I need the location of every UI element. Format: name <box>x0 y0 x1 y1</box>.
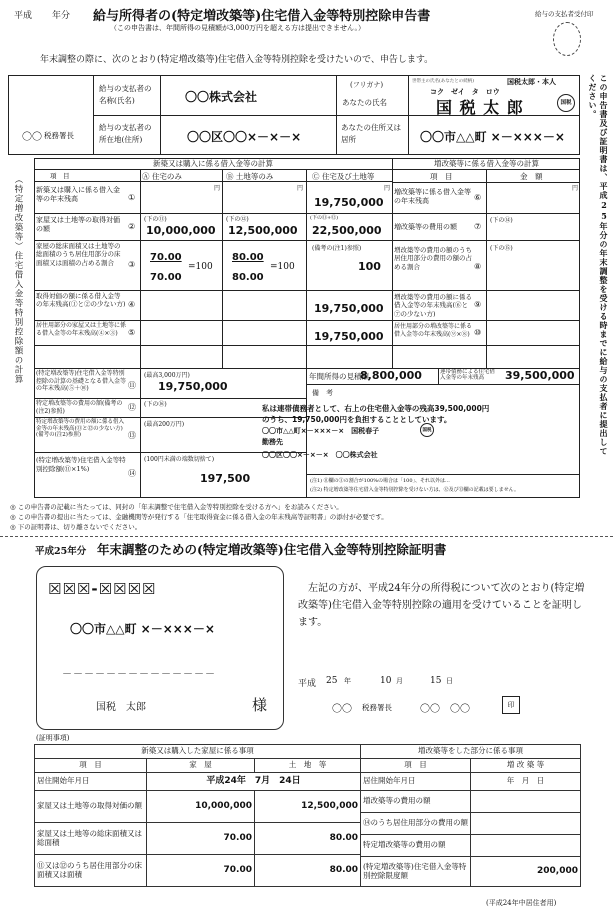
h5 <box>34 345 580 346</box>
total-no: ⑪ <box>128 381 136 390</box>
row3-b-top: 80.00 <box>232 252 264 263</box>
row1-c: 19,750,000 <box>314 196 384 209</box>
row4-no: ④ <box>128 300 136 309</box>
cert-date-m-unit: 月 <box>396 677 403 685</box>
applicant-name: 国 税 太 郎 <box>436 98 524 117</box>
cert-price-house: 10,000,000 <box>147 791 255 823</box>
row5-label: 居住用部分の家屋又は土地等に係る借入金等の年末残高(④×③) <box>36 322 127 337</box>
form-title: 給与所得者の(特定増改築等)住宅借入金等特別控除申告書 <box>93 9 431 24</box>
row4-c: 19,750,000 <box>314 302 384 315</box>
row2-c-note: (下の⑪+⑫) <box>310 215 339 221</box>
cert-matters: (証明事項) <box>36 734 70 742</box>
calc-head-left: 新築又は購入に係る借入金等の計算 <box>34 158 392 170</box>
row3-c: 100 <box>358 260 381 273</box>
total-label: (特定増改築等)住宅借入金等特別控除の計算の基礎となる借入金等の年末残高(⑤＋⑩) <box>36 370 127 392</box>
cert-col-r-val: 増 改 築 等 <box>471 759 581 773</box>
r10-no: ⑩ <box>474 328 482 337</box>
row2-b: 12,500,000 <box>228 224 298 237</box>
employer-addr: 〇〇区〇〇×－×－× <box>187 130 302 144</box>
side-label: （特定増改築等）住宅借入金等特別控除額の計算 <box>13 175 23 384</box>
applicant-label: あなたの氏名 <box>342 98 387 107</box>
cert-title: 年末調整のための(特定増改築等)住宅借入金等特別控除証明書 <box>97 542 447 557</box>
cert-r-limit: (特定増改築等)住宅借入金等特別控除限度額 <box>361 857 471 887</box>
cert-date-d: 15 <box>430 676 442 686</box>
tax-office-cell <box>8 75 94 155</box>
cert-date-era: 平成 <box>298 679 317 689</box>
cert-r-start-v: 年 月 日 <box>471 773 581 791</box>
cert-r-limit-v: 200,000 <box>471 857 581 887</box>
cert-row-start: 居住開始年月日 <box>35 773 147 791</box>
remarks-1: 私は連帯債務者として、右上の住宅借入金等の残高39,500,000円 <box>262 404 490 413</box>
unit-yen-b: 円 <box>297 185 304 192</box>
tax-office: 〇〇 <box>22 132 42 143</box>
v-lower-a <box>140 368 141 498</box>
remarks-label: 備 考 <box>312 389 333 397</box>
h4 <box>34 320 580 321</box>
year-unit: 年分 <box>52 11 71 21</box>
row2-b-note: (下の⑫) <box>226 216 249 223</box>
v-c <box>306 170 307 368</box>
spec-note: (下の⑯) <box>144 401 167 408</box>
row3-label: 家屋の総床面積又は土地等の総面積のうち居住用部分の床面積又は面積の占める割合 <box>36 242 121 267</box>
col-r-amount: 金 額 <box>520 172 543 181</box>
cert-row-area: 家屋又は土地等の総床面積又は総面積 <box>35 823 147 855</box>
total-value: 19,750,000 <box>158 380 228 393</box>
cert-price-land: 12,500,000 <box>255 791 361 823</box>
era-label: 平成 <box>14 11 33 21</box>
h2 <box>34 240 580 241</box>
cert-table-left <box>34 744 361 887</box>
cert-col-r-item: 項 目 <box>361 759 471 773</box>
r7-label: 増改築等の費用の額 <box>394 223 457 231</box>
cert-r-spec: 特定増改築等の費用の額 <box>361 835 471 857</box>
calc-head-right: 増改築等に係る借入金等の計算 <box>392 158 580 170</box>
h7 <box>34 398 306 399</box>
h6 <box>34 368 580 369</box>
r7-no: ⑦ <box>474 222 482 231</box>
r7-note: (下の⑭) <box>490 217 513 224</box>
employer-addr-label: 給与の支払者の所在地(住所) <box>99 123 152 144</box>
row1-label: 新築又は購入に係る借入金等の年末残高 <box>36 186 120 204</box>
side-note: この申告書及び証明書は、平成25年分の年末調整を受ける時までに給与の支払者に提出してください。 <box>588 74 609 456</box>
r6-no: ⑥ <box>474 193 482 202</box>
row3-a-eq: =100 <box>188 262 213 272</box>
balance-label: 連帯債務による住宅借入金等の年末残高 <box>440 369 496 382</box>
unit-yen-c: 円 <box>384 185 391 192</box>
spec-label: 特定増改築等の費用の額(備考の(注2)参照) <box>36 400 123 415</box>
row3-b-eq: =100 <box>270 262 295 272</box>
cert-table-right <box>360 744 581 887</box>
cert-col-item: 項 目 <box>35 759 147 773</box>
receipt-stamp <box>553 22 581 56</box>
cert-date-y-unit: 年 <box>344 677 351 685</box>
v-b <box>222 170 223 368</box>
relation: 国税太郎・本人 <box>507 78 556 86</box>
remarks-3: 〇〇市△△町×－×××－× 国税春子 <box>262 427 380 435</box>
r8-label: 増改築等の費用の額のうち居住用部分の費用の額の占める割合 <box>394 246 472 271</box>
row2-no: ② <box>128 222 136 231</box>
applicant-seal: 国税 <box>557 94 575 112</box>
remarks-5: 〇〇区〇〇×－×－× 〇〇株式会社 <box>262 451 378 459</box>
col-land: Ⓑ 土地等のみ <box>226 172 274 181</box>
col-item: 項 目 <box>50 172 70 180</box>
unit-yen-a: 円 <box>214 185 221 192</box>
row3-c-note: (備考の(注1)参照) <box>312 245 362 252</box>
employer-name: 〇〇株式会社 <box>185 90 258 104</box>
cert-office-suffix: 税務署長 <box>362 703 392 712</box>
cert-head-right: 増改築等をした部分に係る事項 <box>361 745 581 759</box>
form-note: （この申告書は、年間所得の見積額が3,000万円を超える方は提出できません。） <box>110 24 365 32</box>
furigana: コク ゼイ タ ロウ <box>430 88 500 96</box>
total-note: (最高3,000万円) <box>144 372 190 379</box>
h-income <box>306 384 580 385</box>
cert-dashes: －－－－－－－－－－－－－－ <box>62 669 216 680</box>
v-e <box>486 170 487 368</box>
cert-addr: 〇〇市△△町 ×－×××－× <box>70 622 215 636</box>
footnote-2: ◎ この申告書の提出に当たっては、金融機関等が発行する「住宅取得資金に係る借入金の年末残高等証明書」の添付が必要です。 <box>10 513 388 521</box>
credit-no: ⑭ <box>128 469 136 478</box>
cert-col-house: 家 屋 <box>147 759 255 773</box>
row2-label: 家屋又は土地等の取得対価の額 <box>36 216 120 234</box>
spec2-note: (最高200万円) <box>144 421 185 428</box>
remarks-seal: 国税 <box>420 423 434 437</box>
cert-date-m: 10 <box>380 676 392 686</box>
cert-res-land: 80.00 <box>255 855 361 887</box>
v-balance <box>438 368 439 384</box>
row3-no: ③ <box>128 260 136 269</box>
row3-b-bottom: 80.00 <box>232 272 264 283</box>
credit-note: (100円未満の端数切捨て) <box>144 456 215 463</box>
cert-area-house: 70.00 <box>147 823 255 855</box>
unit-yen-r: 円 <box>572 185 579 192</box>
cert-chief: 〇〇 〇〇 <box>420 704 470 715</box>
receipt-label: 給与の支払者受付印 <box>535 10 594 18</box>
furigana-label: (フリガナ) <box>350 81 384 89</box>
r8-no: ⑧ <box>474 262 482 271</box>
h3 <box>34 290 580 291</box>
cert-office: 〇〇 <box>332 704 352 715</box>
cert-sama: 様 <box>252 696 268 714</box>
col-both: Ⓒ 住宅及び土地等 <box>312 172 375 181</box>
credit-value: 197,500 <box>200 472 251 485</box>
row3-a-top: 70.00 <box>150 252 182 263</box>
fine-1: (注1) ⑪欄の③の割合が100%の場合は「100」、それ以外は... <box>310 478 450 484</box>
remarks-4: 勤務先 <box>262 438 283 446</box>
h-fine <box>306 474 580 475</box>
address-label: あなたの住所又は居所 <box>341 123 401 144</box>
cert-text: 左記の方が、平成24年分の所得税について次のとおり(特定増改築等)住宅借入金等特別控除の適用を受けていることを証明します。 <box>298 583 585 628</box>
v-a <box>140 170 141 368</box>
row1-no: ① <box>128 193 136 202</box>
fine-2: (注2) 特定増改築等住宅借入金等特別控除を受けない方は、⑫及び⑬欄の記載は要しません。 <box>310 487 519 493</box>
cert-row-res: ⑪又は⑫のうち居住用部分の床面積又は面積 <box>35 855 147 887</box>
cert-name: 国税 太郎 <box>96 702 146 713</box>
cert-res-house: 70.00 <box>147 855 255 887</box>
cut-line <box>0 536 613 537</box>
footnote-3: ◎ 下の証明書は、切り離さないでください。 <box>10 523 142 531</box>
income-label: 年間所得の見積額 <box>309 372 369 381</box>
spec2-no: ⑬ <box>128 431 136 440</box>
intro-text: 年末調整の際に、次のとおり(特定増改築等)住宅借入金等特別控除を受けたいので、申告します。 <box>40 55 434 65</box>
divider-1 <box>160 75 161 155</box>
cert-r-res: ⑭のうち居住用部分の費用の額 <box>361 813 471 835</box>
col-r-item: 項 目 <box>430 172 453 181</box>
divider-3 <box>408 75 409 155</box>
v-d <box>392 158 393 368</box>
income-value: 8,800,000 <box>360 369 422 382</box>
spec2-label: 特定増改築等の費用の額に係る借入金等の年末残高(⑪と⑫の少ない方)(備考の(注2)参照) <box>36 419 125 439</box>
cert-date-d-unit: 日 <box>446 677 453 685</box>
r10-label: 居住用部分の増改築等に係る借入金等の年末残高(⑨×⑧) <box>394 323 473 338</box>
spec-no: ⑫ <box>128 403 136 412</box>
cert-footer: (平成24年中居住者用) <box>486 899 557 907</box>
cert-stamp: 印 <box>502 696 520 714</box>
tax-office-suffix: 税務署長 <box>44 131 74 140</box>
row5-c: 19,750,000 <box>314 330 384 343</box>
credit-label: (特定増改築等)住宅借入金等特別控除額(⑪×1%) <box>36 456 126 474</box>
row4-label: 取得対価の額に係る借入金等の年末残高(①と②の少ない方) <box>36 292 126 309</box>
r9-label: 増改築等の費用の額に係る借入金等の年末残高(⑥と⑦の少ない方) <box>394 293 472 318</box>
cert-head-left: 新築又は購入した家屋に係る事項 <box>35 745 361 759</box>
row2-c: 22,500,000 <box>312 224 382 237</box>
cert-r-cost: 増改築等の費用の額 <box>361 791 471 813</box>
footnote-1: ◎ この申告書の記載に当たっては、同封の「年末調整で住宅借入金等特別控除を受ける方へ」をお読みください。 <box>10 503 343 511</box>
name-note: 世帯主の氏名(あなたとの続柄) <box>412 79 475 84</box>
row2-a-note: (下の⑪) <box>144 216 167 223</box>
cert-start: 平成24年 7月 24日 <box>147 773 361 791</box>
divider-2 <box>336 75 337 155</box>
r8-note: (下の⑮) <box>490 245 513 252</box>
applicant-address: 〇〇市△△町 ×－×××－× <box>420 130 565 144</box>
cert-area-land: 80.00 <box>255 823 361 855</box>
h1 <box>34 213 580 214</box>
cert-col-land: 土 地 等 <box>255 759 361 773</box>
cert-row-price: 家屋又は土地等の取得対価の額 <box>35 791 147 823</box>
cert-r-start: 居住開始年月日 <box>361 773 471 791</box>
employer-name-label: 給与の支払者の名称(氏名) <box>99 84 152 105</box>
row5-no: ⑤ <box>128 328 136 337</box>
cert-year: 平成25年分 <box>35 546 87 557</box>
cert-postal: ☒☒☒-☒☒☒☒ <box>48 580 157 598</box>
row2-a: 10,000,000 <box>146 224 216 237</box>
row3-a-bottom: 70.00 <box>150 272 182 283</box>
balance-value: 39,500,000 <box>505 369 575 382</box>
cert-date-y: 25 <box>326 676 338 686</box>
r6-label: 増改築等に係る借入金等の年末残高 <box>394 188 471 206</box>
col-house: Ⓐ 住宅のみ <box>142 172 182 181</box>
r9-no: ⑨ <box>474 300 482 309</box>
remarks-2: のうち、19,750,000円を負担することとしています。 <box>262 415 452 424</box>
